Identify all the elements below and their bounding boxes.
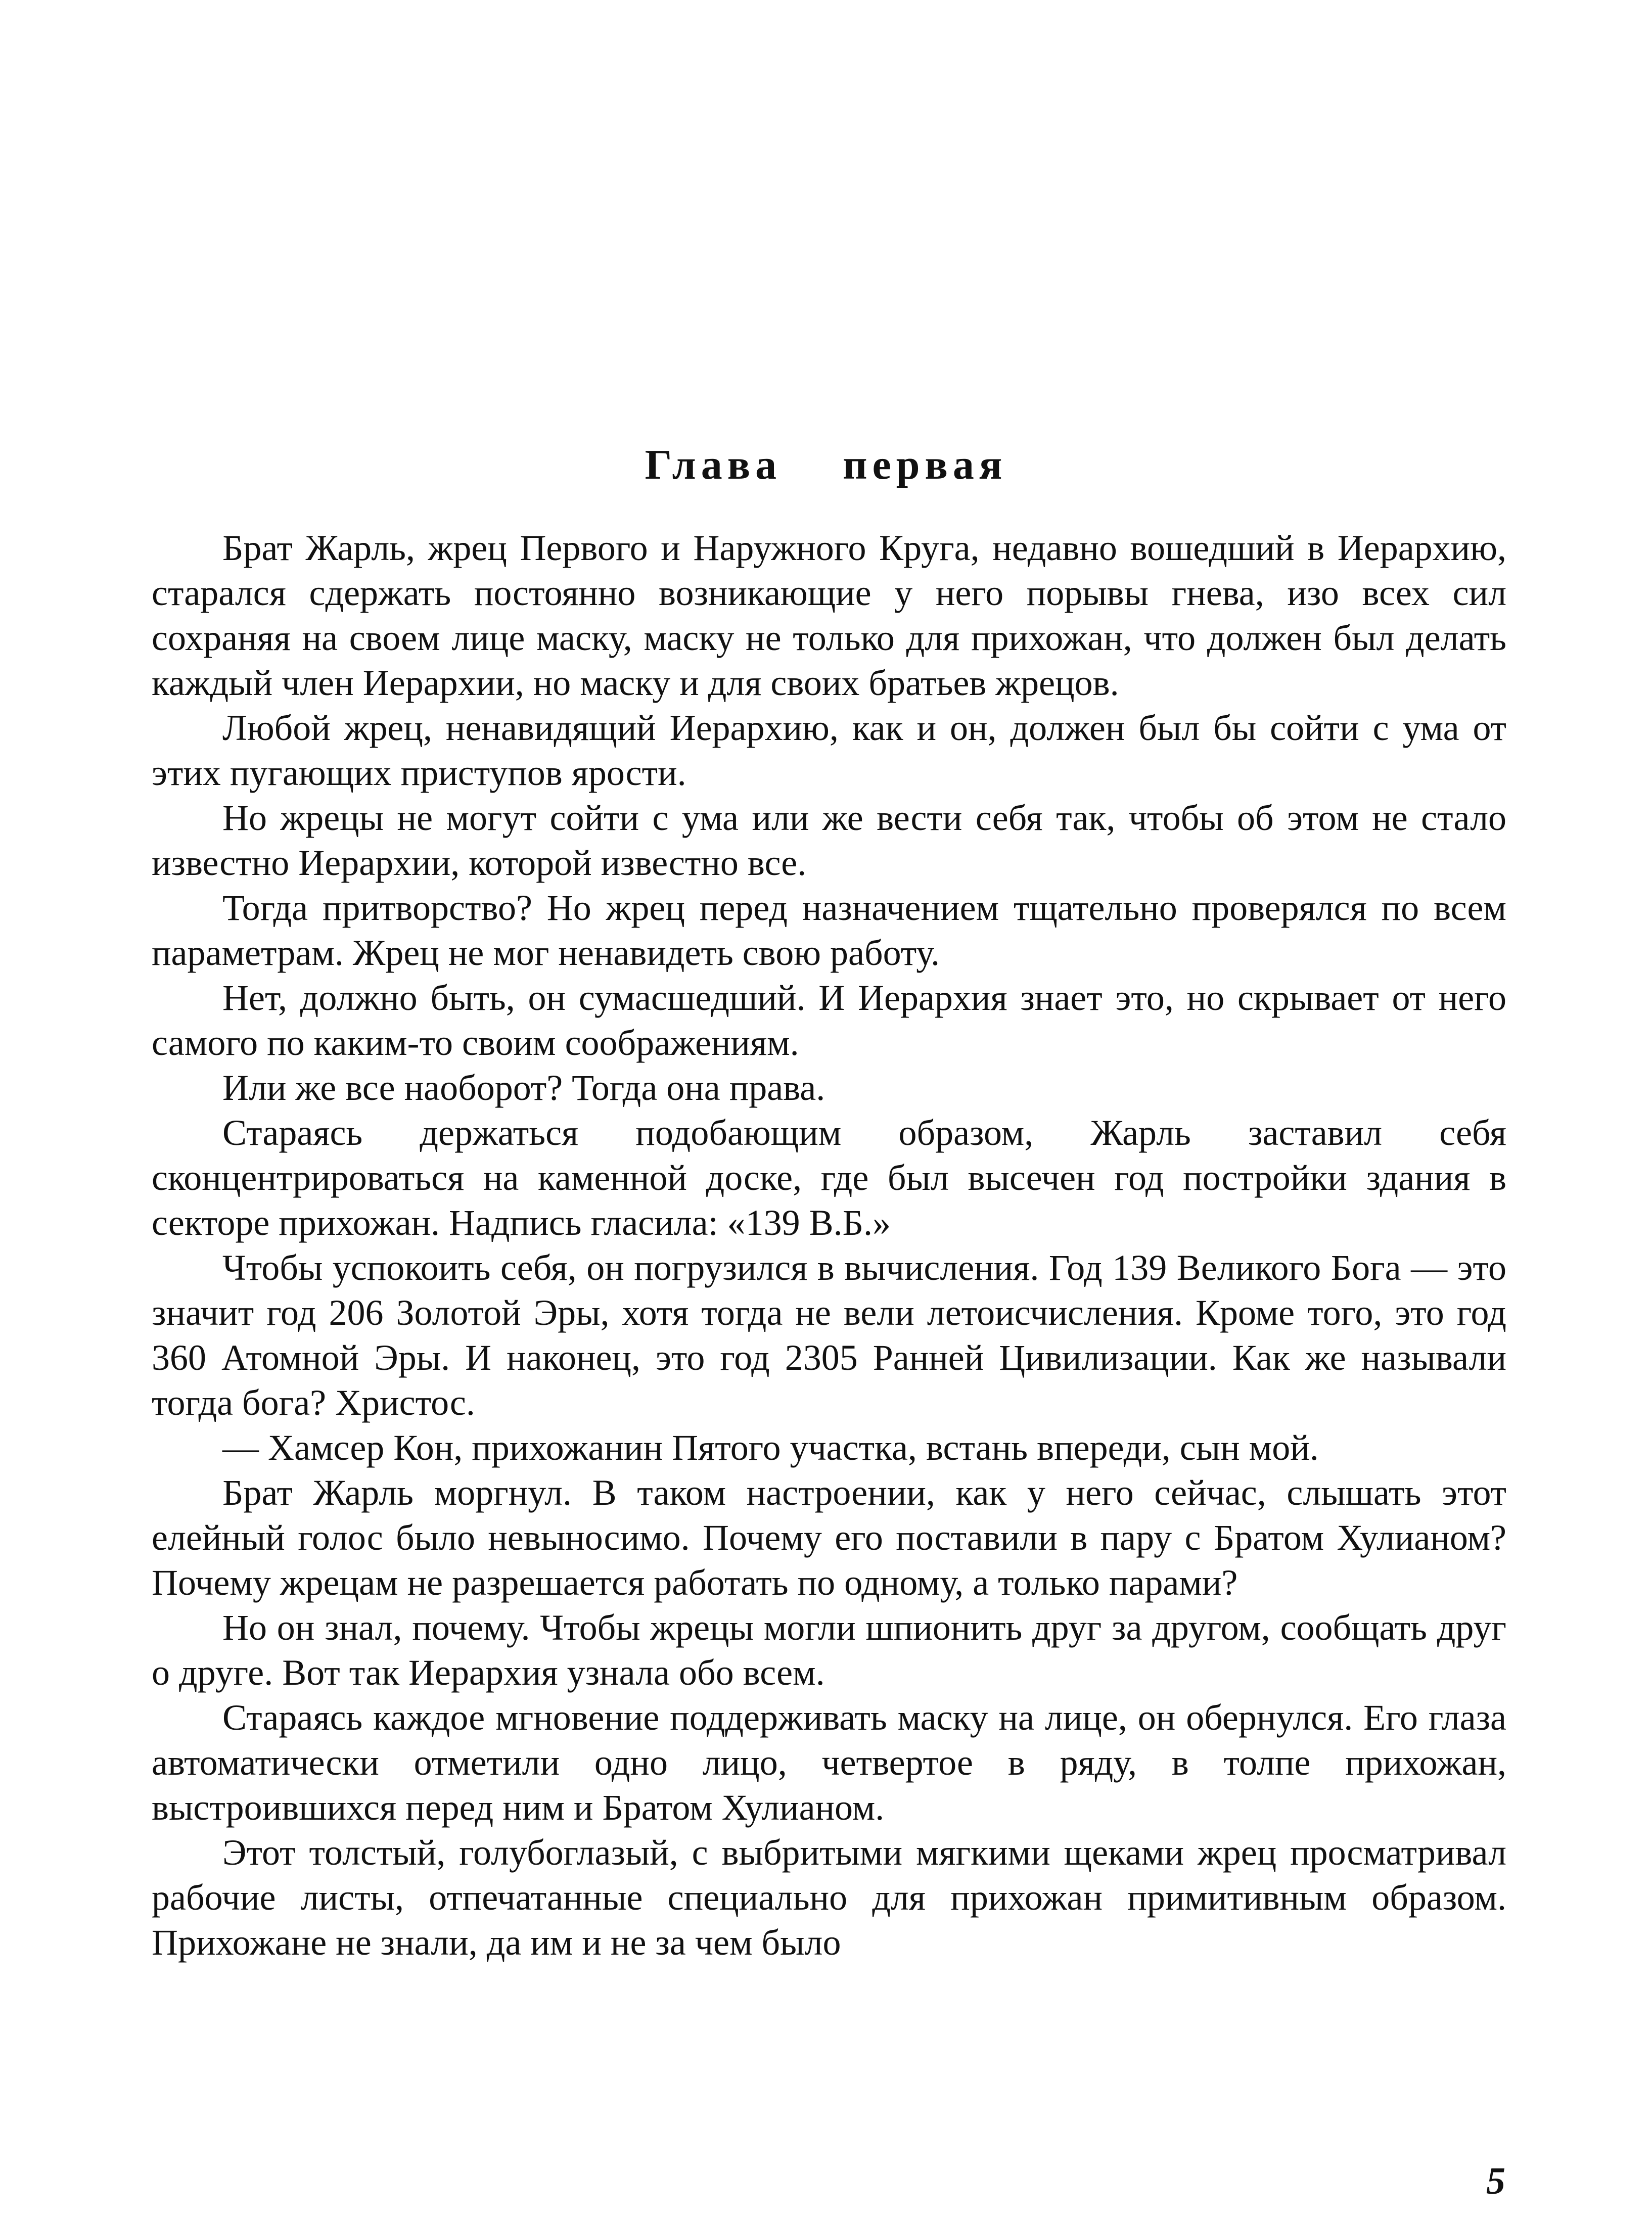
paragraph: Чтобы успокоить себя, он погрузился в вычисления. Год 139 Великого Бога — это значит год 206 Золотой Эры, хотя тогда не вели летоисчисления. Кроме того, это год 360 Атомной Эры. И наконец, это год 2305 Ранней Цивилизации. Как же называли тогда бога? Христос. xyxy=(152,1247,1506,1423)
paragraph: Стараясь держаться подобающим образом, Жарль заставил себя сконцентрироваться на каменной доске, где был высечен год постройки здания в секторе прихожан. Надпись гласила: «139 В.Б.» xyxy=(152,1113,1506,1243)
paragraph: Этот толстый, голубоглазый, с выбритыми мягкими щеками жрец просматривал рабочие листы, отпечатанные специально для прихожан примитивным образом. Прихожане не знали, да им и не за чем было xyxy=(152,1832,1506,1963)
body-text xyxy=(152,526,1506,1965)
page-number: 5 xyxy=(1486,2160,1505,2202)
paragraph: Но он знал, почему. Чтобы жрецы могли шпионить друг за другом, сообщать друг о друге. Вот так Иерархия узнала обо всем. xyxy=(152,1607,1506,1693)
paragraph: Или же все наоборот? Тогда она права. xyxy=(222,1068,825,1108)
paragraph: Но жрецы не могут сойти с ума или же вести себя так, чтобы об этом не стало известно Иерархии, которой известно все. xyxy=(152,798,1506,883)
paragraph: Тогда притворство? Но жрец перед назначением тщательно проверялся по всем параметрам. Жрец не мог ненавидеть свою работу. xyxy=(152,888,1506,973)
paragraph: Брат Жарль, жрец Первого и Наружного Круга, недавно вошедший в Иерархию, старался сдержать постоянно возникающие у него порывы гнева, изо всех сил сохраняя на своем лице маску, маску не только для прихожан, что должен был делать каждый член Иерархии, но маску и для своих братьев жрецов. xyxy=(152,528,1506,703)
chapter-title: Глава первая xyxy=(645,441,1007,488)
paragraph: Брат Жарль моргнул. В таком настроении, как у него сейчас, слышать этот елейный голос было невыносимо. Почему его поставили в пару с Братом Хулианом? Почему жрецам не разрешается работать по одному, а только парами? xyxy=(152,1472,1506,1603)
paragraph: Любой жрец, ненавидящий Иерархию, как и он, должен был бы сойти с ума от этих пугающих приступов ярости. xyxy=(152,708,1506,793)
paragraph: — Хамсер Кон, прихожанин Пятого участка, встань впереди, сын мой. xyxy=(222,1427,1319,1468)
paragraph: Стараясь каждое мгновение поддерживать маску на лице, он обернулся. Его глаза автоматически отметили одно лицо, четвертое в ряду, в толпе прихожан, выстроившихся перед ним и Братом Хулианом. xyxy=(152,1697,1506,1828)
paragraph: Нет, должно быть, он сумасшедший. И Иерархия знает это, но скрывает от него самого по каким-то своим соображениям. xyxy=(152,978,1506,1063)
